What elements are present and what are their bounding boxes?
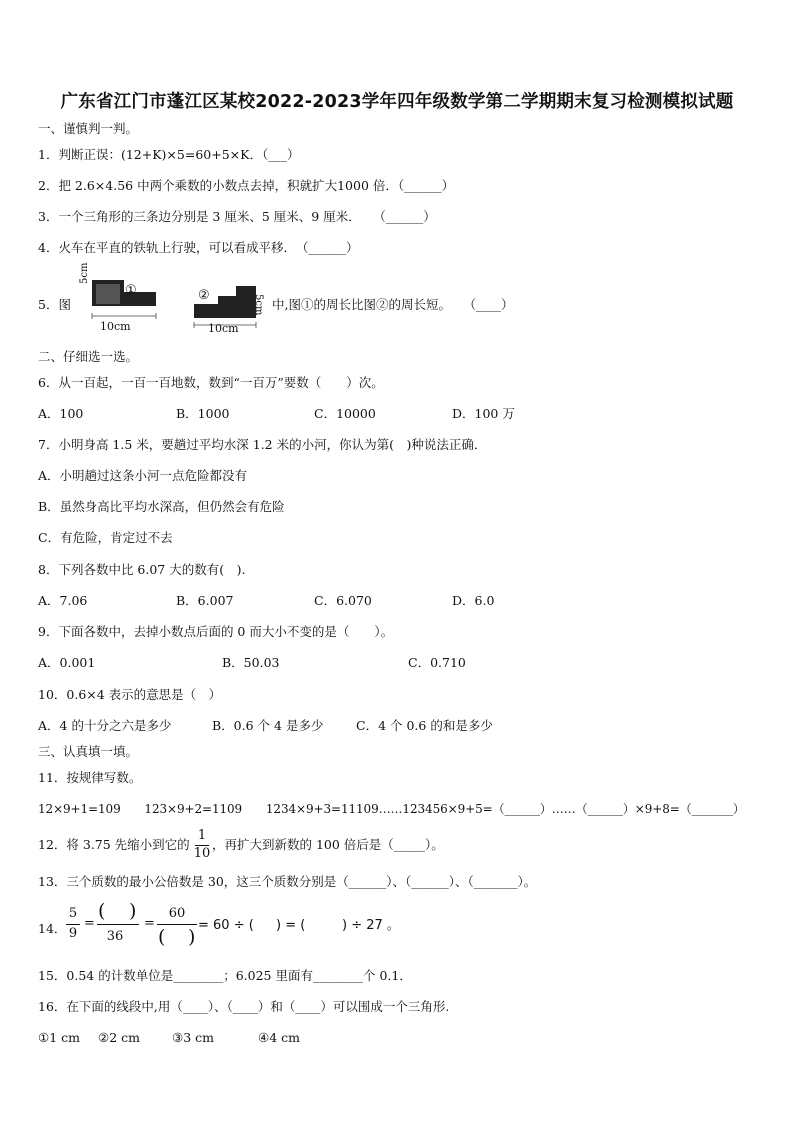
question-11-sequence: 12×9+1=109 123×9+2=1109 1234×9+3=11109……123456×9+5=（______）……（______）×9+8=（_______） bbox=[38, 802, 745, 816]
figure-1-number: ① bbox=[125, 283, 137, 298]
figure-2-number: ② bbox=[198, 288, 210, 303]
question-1: 1．判断正误：(12+K)×5=60+5×K．（___） bbox=[38, 147, 300, 162]
question-14-expression-2: ) = ( bbox=[276, 918, 306, 933]
question-2: 2．把 2.6×4.56 中两个乘数的小数点去掉，积就扩大1000 倍．（______） bbox=[38, 178, 455, 193]
question-6-option-a: A．100 bbox=[38, 406, 84, 421]
question-9-option-b: B．50.03 bbox=[222, 655, 280, 670]
figure-2-side-label: 5cm bbox=[253, 294, 264, 316]
question-12-prefix: 12．将 3.75 先缩小到它的 bbox=[38, 837, 190, 852]
section-heading-fill: 三、认真填一填。 bbox=[38, 744, 139, 759]
question-9-option-a: A．0.001 bbox=[38, 655, 96, 670]
section-heading-judge: 一、谨慎判一判。 bbox=[38, 121, 139, 136]
question-10-option-b: B．0.6 个 4 是多少 bbox=[212, 718, 324, 733]
question-8-option-c: C．6.070 bbox=[314, 593, 372, 608]
question-11: 11．按规律写数。 bbox=[38, 770, 142, 785]
question-9: 9．下面各数中，去掉小数点后面的 0 而大小不变的是（ ）。 bbox=[38, 624, 394, 639]
question-15: 15．0.54 的计数单位是________；6.025 里面有________个 0.1． bbox=[38, 968, 412, 983]
question-7-option-c: C．有危险，肯定过不去 bbox=[38, 530, 173, 545]
question-14-equals-2: = bbox=[144, 916, 155, 931]
question-14-fraction-2-denominator: 36 bbox=[106, 929, 124, 944]
question-6-option-c: C．10000 bbox=[314, 406, 376, 421]
figure-1-inner-shade bbox=[96, 284, 120, 304]
question-7-option-b: B．虽然身高比平均水深高，但仍然会有危险 bbox=[38, 499, 285, 514]
question-16-option-2: ②2 cm bbox=[98, 1030, 140, 1045]
question-10-option-c: C．4 个 0.6 的和是多少 bbox=[356, 718, 493, 733]
question-8-option-d: D．6.0 bbox=[452, 593, 495, 608]
question-14-fraction-1-numerator: 5 bbox=[68, 906, 78, 921]
question-14-fraction-2-bar bbox=[97, 924, 139, 925]
figure-1-bottom-label: 10cm bbox=[100, 320, 131, 333]
question-8-option-a: A．7.06 bbox=[38, 593, 88, 608]
question-5-prefix: 5．图 bbox=[38, 297, 71, 312]
question-3: 3．一个三角形的三条边分别是 3 厘米、5 厘米、9 厘米． （______） bbox=[38, 209, 436, 224]
question-14-expression-1: = 60 ÷ ( bbox=[198, 918, 254, 933]
question-14-fraction-1-denominator: 9 bbox=[68, 926, 78, 941]
question-12-suffix: ，再扩大到新数的 100 倍后是（_____）。 bbox=[212, 837, 444, 852]
question-8-option-b: B．6.007 bbox=[176, 593, 234, 608]
section-heading-choose: 二、仔细选一选。 bbox=[38, 349, 139, 364]
question-8: 8．下列各数中比 6.07 大的数有( ). bbox=[38, 562, 246, 577]
question-4: 4．火车在平直的铁轨上行驶，可以看成平移． （______） bbox=[38, 240, 359, 255]
question-14-equals-1: = bbox=[84, 916, 95, 931]
question-6: 6．从一百起，一百一百地数，数到“一百万”要数（ ）次。 bbox=[38, 375, 384, 390]
question-16-option-3: ③3 cm bbox=[172, 1030, 214, 1045]
question-14-fraction-1-bar bbox=[66, 924, 80, 925]
question-14-fraction-3-bar bbox=[157, 924, 197, 925]
figure-2-bottom-label: 10cm bbox=[208, 322, 239, 335]
question-10: 10．0.6×4 表示的意思是（ ） bbox=[38, 687, 222, 702]
question-13: 13．三个质数的最小公倍数是 30，这三个质数分别是（______）、（______）、（_______）。 bbox=[38, 874, 537, 889]
page-title: 广东省江门市蓬江区某校2022-2023学年四年级数学第二学期期末复习检测模拟试题 bbox=[60, 92, 734, 112]
question-7: 7．小明身高 1.5 米，要趟过平均水深 1.2 米的小河，你认为第( )种说法正确． bbox=[38, 437, 487, 452]
question-14-fraction-3-numerator: 60 bbox=[168, 906, 186, 921]
question-9-option-c: C．0.710 bbox=[408, 655, 466, 670]
question-6-option-d: D．100 万 bbox=[452, 406, 515, 421]
question-14-prefix: 14． bbox=[38, 921, 67, 936]
question-6-option-b: B．1000 bbox=[176, 406, 230, 421]
question-7-option-a: A．小明趟过这条小河一点危险都没有 bbox=[38, 468, 248, 483]
question-16-option-4: ④4 cm bbox=[258, 1030, 300, 1045]
question-12-fraction-denominator: 10 bbox=[193, 846, 211, 861]
figure-1-side-label: 5cm bbox=[79, 262, 90, 284]
question-10-option-a: A．4 的十分之六是多少 bbox=[38, 718, 172, 733]
question-12-fraction-numerator: 1 bbox=[197, 828, 207, 843]
question-14-expression-3: ) ÷ 27 。 bbox=[342, 918, 400, 933]
question-16: 16．在下面的线段中,用（____）、（____）和（____）可以围成一个三角形. bbox=[38, 999, 450, 1014]
question-16-option-1: ①1 cm bbox=[38, 1030, 80, 1045]
question-5-text: 中,图①的周长比图②的周长短。 （____） bbox=[272, 297, 514, 312]
